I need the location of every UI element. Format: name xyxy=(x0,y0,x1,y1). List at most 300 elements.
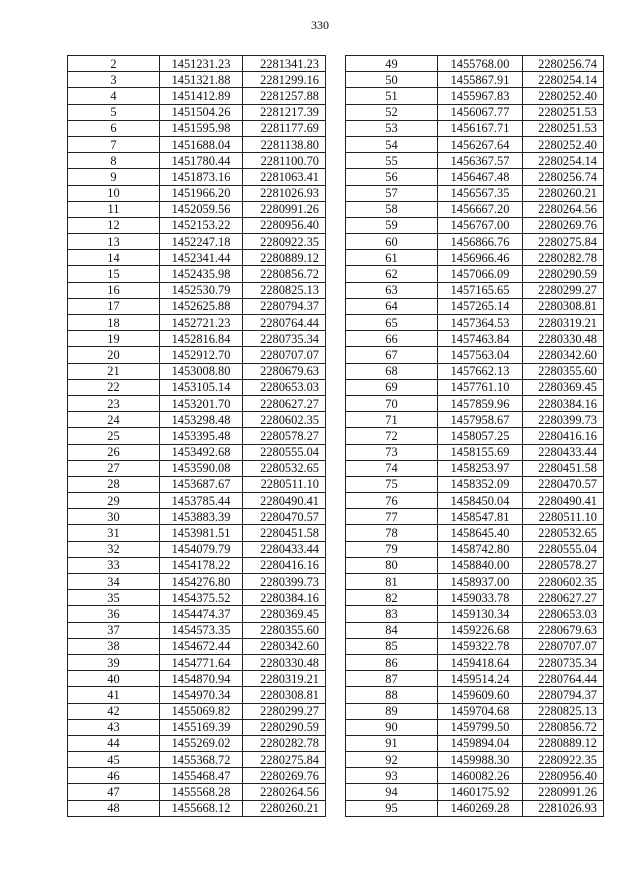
table-row xyxy=(68,250,326,266)
y-coordinate-cell: 2280251.53 xyxy=(523,120,604,136)
y-coordinate-cell: 2280679.63 xyxy=(243,363,326,379)
x-coordinate-cell: 1455867.91 xyxy=(438,72,523,88)
x-coordinate-cell: 1457662.13 xyxy=(438,363,523,379)
x-coordinate-cell: 1455967.83 xyxy=(438,88,523,104)
coordinate-table-left xyxy=(67,55,326,817)
x-coordinate-cell: 1451504.26 xyxy=(160,104,243,120)
y-coordinate-cell: 2280794.37 xyxy=(243,298,326,314)
point-number-cell: 51 xyxy=(346,88,438,104)
point-number-cell: 94 xyxy=(346,784,438,800)
y-coordinate-cell: 2280319.21 xyxy=(243,671,326,687)
table-row xyxy=(68,703,326,719)
y-coordinate-cell: 2280825.13 xyxy=(523,703,604,719)
y-coordinate-cell: 2280254.14 xyxy=(523,72,604,88)
point-number-cell: 60 xyxy=(346,234,438,250)
y-coordinate-cell: 2280764.44 xyxy=(243,315,326,331)
table-row xyxy=(346,250,604,266)
y-coordinate-cell: 2280369.45 xyxy=(523,379,604,395)
x-coordinate-cell: 1455468.47 xyxy=(160,768,243,784)
point-number-cell: 17 xyxy=(68,298,160,314)
y-coordinate-cell: 2280956.40 xyxy=(523,768,604,784)
y-coordinate-cell: 2280735.34 xyxy=(523,654,604,670)
y-coordinate-cell: 2281100.70 xyxy=(243,153,326,169)
point-number-cell: 7 xyxy=(68,136,160,152)
table-row xyxy=(346,185,604,201)
x-coordinate-cell: 1459894.04 xyxy=(438,735,523,751)
table-row xyxy=(68,201,326,217)
table-row xyxy=(68,56,326,72)
point-number-cell: 84 xyxy=(346,622,438,638)
y-coordinate-cell: 2280254.14 xyxy=(523,153,604,169)
y-coordinate-cell: 2280735.34 xyxy=(243,331,326,347)
x-coordinate-cell: 1459322.78 xyxy=(438,638,523,654)
x-coordinate-cell: 1455169.39 xyxy=(160,719,243,735)
table-row xyxy=(68,638,326,654)
x-coordinate-cell: 1456667.20 xyxy=(438,201,523,217)
point-number-cell: 24 xyxy=(68,412,160,428)
point-number-cell: 13 xyxy=(68,234,160,250)
table-row xyxy=(68,72,326,88)
y-coordinate-cell: 2280707.07 xyxy=(243,347,326,363)
y-coordinate-cell: 2280578.27 xyxy=(243,428,326,444)
y-coordinate-cell: 2280532.65 xyxy=(523,525,604,541)
table-row xyxy=(346,88,604,104)
y-coordinate-cell: 2280922.35 xyxy=(523,752,604,768)
table-row xyxy=(68,509,326,525)
table-row xyxy=(346,234,604,250)
point-number-cell: 86 xyxy=(346,654,438,670)
y-coordinate-cell: 2280330.48 xyxy=(523,331,604,347)
table-row xyxy=(68,412,326,428)
x-coordinate-cell: 1451688.04 xyxy=(160,136,243,152)
point-number-cell: 33 xyxy=(68,557,160,573)
y-coordinate-cell: 2280470.57 xyxy=(523,476,604,492)
x-coordinate-cell: 1451966.20 xyxy=(160,185,243,201)
y-coordinate-cell: 2280627.27 xyxy=(243,395,326,411)
y-coordinate-cell: 2280269.76 xyxy=(243,768,326,784)
table-row xyxy=(68,266,326,282)
point-number-cell: 50 xyxy=(346,72,438,88)
point-number-cell: 20 xyxy=(68,347,160,363)
y-coordinate-cell: 2280490.41 xyxy=(523,493,604,509)
table-row xyxy=(346,541,604,557)
point-number-cell: 36 xyxy=(68,606,160,622)
y-coordinate-cell: 2280602.35 xyxy=(243,412,326,428)
point-number-cell: 73 xyxy=(346,444,438,460)
x-coordinate-cell: 1459130.34 xyxy=(438,606,523,622)
y-coordinate-cell: 2280355.60 xyxy=(523,363,604,379)
y-coordinate-cell: 2280555.04 xyxy=(243,444,326,460)
x-coordinate-cell: 1453687.67 xyxy=(160,476,243,492)
x-coordinate-cell: 1452435.98 xyxy=(160,266,243,282)
point-number-cell: 15 xyxy=(68,266,160,282)
point-number-cell: 28 xyxy=(68,476,160,492)
point-number-cell: 90 xyxy=(346,719,438,735)
x-coordinate-cell: 1452625.88 xyxy=(160,298,243,314)
x-coordinate-cell: 1457463.84 xyxy=(438,331,523,347)
table-row xyxy=(68,185,326,201)
coordinate-table-right xyxy=(345,55,604,817)
y-coordinate-cell: 2280602.35 xyxy=(523,574,604,590)
x-coordinate-cell: 1457761.10 xyxy=(438,379,523,395)
point-number-cell: 56 xyxy=(346,169,438,185)
y-coordinate-cell: 2280256.74 xyxy=(523,56,604,72)
x-coordinate-cell: 1460175.92 xyxy=(438,784,523,800)
table-row xyxy=(346,153,604,169)
table-row xyxy=(68,460,326,476)
table-row xyxy=(346,217,604,233)
point-number-cell: 78 xyxy=(346,525,438,541)
y-coordinate-cell: 2280290.59 xyxy=(243,719,326,735)
table-row xyxy=(68,234,326,250)
y-coordinate-cell: 2280416.16 xyxy=(523,428,604,444)
point-number-cell: 38 xyxy=(68,638,160,654)
table-row xyxy=(346,703,604,719)
table-row xyxy=(68,444,326,460)
point-number-cell: 32 xyxy=(68,541,160,557)
x-coordinate-cell: 1459514.24 xyxy=(438,671,523,687)
point-number-cell: 68 xyxy=(346,363,438,379)
table-row xyxy=(68,395,326,411)
point-number-cell: 88 xyxy=(346,687,438,703)
x-coordinate-cell: 1458645.40 xyxy=(438,525,523,541)
y-coordinate-cell: 2280653.03 xyxy=(523,606,604,622)
table-row xyxy=(68,784,326,800)
point-number-cell: 14 xyxy=(68,250,160,266)
point-number-cell: 80 xyxy=(346,557,438,573)
point-number-cell: 6 xyxy=(68,120,160,136)
point-number-cell: 65 xyxy=(346,315,438,331)
table-row xyxy=(346,800,604,816)
point-number-cell: 49 xyxy=(346,56,438,72)
table-row xyxy=(68,217,326,233)
y-coordinate-cell: 2280532.65 xyxy=(243,460,326,476)
table-row xyxy=(346,735,604,751)
point-number-cell: 57 xyxy=(346,185,438,201)
y-coordinate-cell: 2281299.16 xyxy=(243,72,326,88)
point-number-cell: 47 xyxy=(68,784,160,800)
x-coordinate-cell: 1459704.68 xyxy=(438,703,523,719)
table-row xyxy=(346,622,604,638)
table-row xyxy=(68,153,326,169)
x-coordinate-cell: 1451231.23 xyxy=(160,56,243,72)
table-row xyxy=(346,56,604,72)
point-number-cell: 58 xyxy=(346,201,438,217)
x-coordinate-cell: 1457265.14 xyxy=(438,298,523,314)
y-coordinate-cell: 2280275.84 xyxy=(243,752,326,768)
page-number: 330 xyxy=(311,18,329,32)
y-coordinate-cell: 2280578.27 xyxy=(523,557,604,573)
y-coordinate-cell: 2280856.72 xyxy=(243,266,326,282)
y-coordinate-cell: 2280342.60 xyxy=(243,638,326,654)
x-coordinate-cell: 1456966.46 xyxy=(438,250,523,266)
y-coordinate-cell: 2280319.21 xyxy=(523,315,604,331)
table-row xyxy=(68,768,326,784)
point-number-cell: 77 xyxy=(346,509,438,525)
point-number-cell: 52 xyxy=(346,104,438,120)
table-row xyxy=(68,493,326,509)
table-row xyxy=(68,590,326,606)
y-coordinate-cell: 2280282.78 xyxy=(523,250,604,266)
table-row xyxy=(68,622,326,638)
y-coordinate-cell: 2280252.40 xyxy=(523,136,604,152)
x-coordinate-cell: 1453298.48 xyxy=(160,412,243,428)
x-coordinate-cell: 1453008.80 xyxy=(160,363,243,379)
point-number-cell: 64 xyxy=(346,298,438,314)
table-row xyxy=(346,476,604,492)
point-number-cell: 12 xyxy=(68,217,160,233)
y-coordinate-cell: 2280399.73 xyxy=(523,412,604,428)
x-coordinate-cell: 1458547.81 xyxy=(438,509,523,525)
x-coordinate-cell: 1452059.56 xyxy=(160,201,243,217)
table-row xyxy=(346,201,604,217)
y-coordinate-cell: 2280282.78 xyxy=(243,735,326,751)
table-row xyxy=(346,525,604,541)
table-row xyxy=(346,363,604,379)
x-coordinate-cell: 1456367.57 xyxy=(438,153,523,169)
y-coordinate-cell: 2280451.58 xyxy=(523,460,604,476)
table-row xyxy=(346,687,604,703)
x-coordinate-cell: 1458450.04 xyxy=(438,493,523,509)
x-coordinate-cell: 1458937.00 xyxy=(438,574,523,590)
x-coordinate-cell: 1454970.34 xyxy=(160,687,243,703)
y-coordinate-cell: 2280384.16 xyxy=(243,590,326,606)
table-row xyxy=(346,752,604,768)
table-row xyxy=(68,104,326,120)
x-coordinate-cell: 1459226.68 xyxy=(438,622,523,638)
point-number-cell: 45 xyxy=(68,752,160,768)
point-number-cell: 39 xyxy=(68,654,160,670)
point-number-cell: 25 xyxy=(68,428,160,444)
point-number-cell: 87 xyxy=(346,671,438,687)
point-number-cell: 11 xyxy=(68,201,160,217)
table-row xyxy=(346,412,604,428)
point-number-cell: 26 xyxy=(68,444,160,460)
x-coordinate-cell: 1452816.84 xyxy=(160,331,243,347)
point-number-cell: 41 xyxy=(68,687,160,703)
x-coordinate-cell: 1452247.18 xyxy=(160,234,243,250)
table-row xyxy=(68,525,326,541)
table-row xyxy=(346,719,604,735)
y-coordinate-cell: 2280290.59 xyxy=(523,266,604,282)
point-number-cell: 8 xyxy=(68,153,160,169)
x-coordinate-cell: 1452530.79 xyxy=(160,282,243,298)
x-coordinate-cell: 1453785.44 xyxy=(160,493,243,509)
table-row xyxy=(346,136,604,152)
y-coordinate-cell: 2280956.40 xyxy=(243,217,326,233)
x-coordinate-cell: 1458057.25 xyxy=(438,428,523,444)
table-row xyxy=(346,104,604,120)
y-coordinate-cell: 2280889.12 xyxy=(523,735,604,751)
x-coordinate-cell: 1458155.69 xyxy=(438,444,523,460)
point-number-cell: 29 xyxy=(68,493,160,509)
y-coordinate-cell: 2280707.07 xyxy=(523,638,604,654)
point-number-cell: 19 xyxy=(68,331,160,347)
x-coordinate-cell: 1456267.64 xyxy=(438,136,523,152)
x-coordinate-cell: 1455368.72 xyxy=(160,752,243,768)
x-coordinate-cell: 1457958.67 xyxy=(438,412,523,428)
x-coordinate-cell: 1454474.37 xyxy=(160,606,243,622)
point-number-cell: 74 xyxy=(346,460,438,476)
x-coordinate-cell: 1455069.82 xyxy=(160,703,243,719)
point-number-cell: 95 xyxy=(346,800,438,816)
y-coordinate-cell: 2280252.40 xyxy=(523,88,604,104)
y-coordinate-cell: 2280299.27 xyxy=(523,282,604,298)
coordinate-table-left-body xyxy=(68,56,326,817)
x-coordinate-cell: 1451780.44 xyxy=(160,153,243,169)
point-number-cell: 92 xyxy=(346,752,438,768)
table-row xyxy=(68,88,326,104)
table-row xyxy=(346,509,604,525)
table-row xyxy=(68,379,326,395)
y-coordinate-cell: 2280511.10 xyxy=(243,476,326,492)
point-number-cell: 37 xyxy=(68,622,160,638)
y-coordinate-cell: 2280991.26 xyxy=(523,784,604,800)
table-row xyxy=(346,590,604,606)
x-coordinate-cell: 1454672.44 xyxy=(160,638,243,654)
y-coordinate-cell: 2280433.44 xyxy=(523,444,604,460)
y-coordinate-cell: 2280653.03 xyxy=(243,379,326,395)
table-row xyxy=(68,169,326,185)
table-row xyxy=(346,606,604,622)
y-coordinate-cell: 2280433.44 xyxy=(243,541,326,557)
x-coordinate-cell: 1459609.60 xyxy=(438,687,523,703)
point-number-cell: 75 xyxy=(346,476,438,492)
x-coordinate-cell: 1455668.12 xyxy=(160,800,243,816)
y-coordinate-cell: 2280470.57 xyxy=(243,509,326,525)
table-row xyxy=(68,574,326,590)
table-row xyxy=(68,719,326,735)
table-row xyxy=(346,574,604,590)
table-row xyxy=(68,541,326,557)
x-coordinate-cell: 1454375.52 xyxy=(160,590,243,606)
table-row xyxy=(68,315,326,331)
x-coordinate-cell: 1453590.08 xyxy=(160,460,243,476)
point-number-cell: 9 xyxy=(68,169,160,185)
x-coordinate-cell: 1458352.09 xyxy=(438,476,523,492)
x-coordinate-cell: 1451873.16 xyxy=(160,169,243,185)
y-coordinate-cell: 2281026.93 xyxy=(243,185,326,201)
y-coordinate-cell: 2281217.39 xyxy=(243,104,326,120)
table-row xyxy=(346,638,604,654)
x-coordinate-cell: 1459799.50 xyxy=(438,719,523,735)
x-coordinate-cell: 1454771.64 xyxy=(160,654,243,670)
y-coordinate-cell: 2280991.26 xyxy=(243,201,326,217)
x-coordinate-cell: 1456067.77 xyxy=(438,104,523,120)
table-row xyxy=(346,72,604,88)
table-row xyxy=(346,282,604,298)
y-coordinate-cell: 2280794.37 xyxy=(523,687,604,703)
x-coordinate-cell: 1453105.14 xyxy=(160,379,243,395)
y-coordinate-cell: 2280856.72 xyxy=(523,719,604,735)
table-row xyxy=(346,768,604,784)
table-row xyxy=(346,428,604,444)
table-row xyxy=(68,800,326,816)
x-coordinate-cell: 1455269.02 xyxy=(160,735,243,751)
table-row xyxy=(346,315,604,331)
point-number-cell: 79 xyxy=(346,541,438,557)
x-coordinate-cell: 1453201.70 xyxy=(160,395,243,411)
y-coordinate-cell: 2280269.76 xyxy=(523,217,604,233)
point-number-cell: 10 xyxy=(68,185,160,201)
table-row xyxy=(68,298,326,314)
table-row xyxy=(68,671,326,687)
point-number-cell: 54 xyxy=(346,136,438,152)
y-coordinate-cell: 2280355.60 xyxy=(243,622,326,638)
x-coordinate-cell: 1457165.65 xyxy=(438,282,523,298)
y-coordinate-cell: 2280308.81 xyxy=(523,298,604,314)
x-coordinate-cell: 1457563.04 xyxy=(438,347,523,363)
point-number-cell: 31 xyxy=(68,525,160,541)
y-coordinate-cell: 2281138.80 xyxy=(243,136,326,152)
table-row xyxy=(68,331,326,347)
x-coordinate-cell: 1457859.96 xyxy=(438,395,523,411)
table-row xyxy=(346,493,604,509)
x-coordinate-cell: 1458840.00 xyxy=(438,557,523,573)
y-coordinate-cell: 2280369.45 xyxy=(243,606,326,622)
point-number-cell: 59 xyxy=(346,217,438,233)
x-coordinate-cell: 1460269.28 xyxy=(438,800,523,816)
table-row xyxy=(346,557,604,573)
y-coordinate-cell: 2280451.58 xyxy=(243,525,326,541)
point-number-cell: 71 xyxy=(346,412,438,428)
point-number-cell: 72 xyxy=(346,428,438,444)
point-number-cell: 4 xyxy=(68,88,160,104)
table-row xyxy=(346,395,604,411)
x-coordinate-cell: 1455768.00 xyxy=(438,56,523,72)
x-coordinate-cell: 1459418.64 xyxy=(438,654,523,670)
y-coordinate-cell: 2281341.23 xyxy=(243,56,326,72)
x-coordinate-cell: 1452912.70 xyxy=(160,347,243,363)
table-row xyxy=(68,363,326,379)
x-coordinate-cell: 1452153.22 xyxy=(160,217,243,233)
x-coordinate-cell: 1456567.35 xyxy=(438,185,523,201)
x-coordinate-cell: 1454178.22 xyxy=(160,557,243,573)
point-number-cell: 42 xyxy=(68,703,160,719)
x-coordinate-cell: 1453883.39 xyxy=(160,509,243,525)
point-number-cell: 35 xyxy=(68,590,160,606)
y-coordinate-cell: 2281257.88 xyxy=(243,88,326,104)
y-coordinate-cell: 2280330.48 xyxy=(243,654,326,670)
table-row xyxy=(346,331,604,347)
table-row xyxy=(68,428,326,444)
x-coordinate-cell: 1452341.44 xyxy=(160,250,243,266)
y-coordinate-cell: 2280825.13 xyxy=(243,282,326,298)
x-coordinate-cell: 1454870.94 xyxy=(160,671,243,687)
table-row xyxy=(68,136,326,152)
point-number-cell: 63 xyxy=(346,282,438,298)
y-coordinate-cell: 2280342.60 xyxy=(523,347,604,363)
point-number-cell: 5 xyxy=(68,104,160,120)
point-number-cell: 21 xyxy=(68,363,160,379)
table-row xyxy=(68,282,326,298)
y-coordinate-cell: 2280922.35 xyxy=(243,234,326,250)
y-coordinate-cell: 2280264.56 xyxy=(523,201,604,217)
x-coordinate-cell: 1460082.26 xyxy=(438,768,523,784)
x-coordinate-cell: 1451412.89 xyxy=(160,88,243,104)
y-coordinate-cell: 2280251.53 xyxy=(523,104,604,120)
y-coordinate-cell: 2280627.27 xyxy=(523,590,604,606)
y-coordinate-cell: 2280511.10 xyxy=(523,509,604,525)
y-coordinate-cell: 2280260.21 xyxy=(523,185,604,201)
point-number-cell: 89 xyxy=(346,703,438,719)
x-coordinate-cell: 1459988.30 xyxy=(438,752,523,768)
y-coordinate-cell: 2280416.16 xyxy=(243,557,326,573)
y-coordinate-cell: 2280308.81 xyxy=(243,687,326,703)
table-row xyxy=(346,266,604,282)
point-number-cell: 67 xyxy=(346,347,438,363)
x-coordinate-cell: 1458253.97 xyxy=(438,460,523,476)
